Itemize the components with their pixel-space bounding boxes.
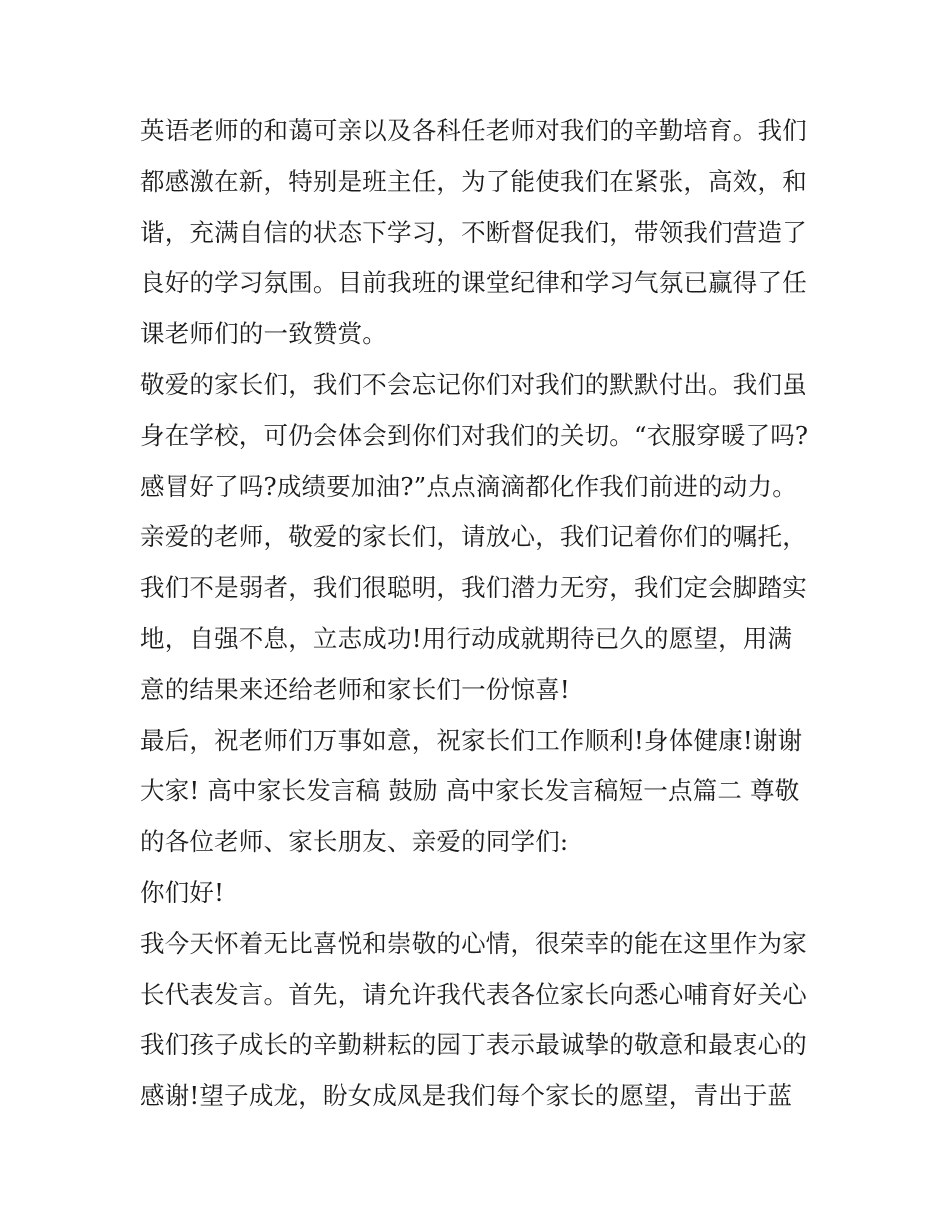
text-line: 课老师们的一致赞赏。 [140,319,387,349]
text-line: 良好的学习氛围。目前我班的课堂纪律和学习气氛已赢得了任 [140,268,807,298]
text-line: 都感激在新，特别是班主任，为了能使我们在紧张，高效，和 [140,166,807,196]
text-line: 感谢!望子成龙，盼女成凤是我们每个家长的愿望，青出于蓝 [140,1081,793,1111]
paragraph-3 [140,512,820,715]
text-line: 的各位老师、家长朋友、亲爱的同学们: [140,827,569,857]
document-body [140,106,820,1122]
text-line: 地，自强不息，立志成功!用行动成就期待已久的愿望，用满 [140,623,793,653]
text-line: 最后，祝老师们万事如意，祝家长们工作顺利!身体健康!谢谢 [140,725,803,755]
text-line: 大家! 高中家长发言稿 鼓励 高中家长发言稿短一点篇二 尊敬 [140,776,800,806]
text-line: 身在学校，可仍会体会到你们对我们的关切。“衣服穿暖了吗? [140,420,809,450]
text-line: 你们好! [140,877,225,907]
text-line: 我们不是弱者，我们很聪明，我们潜力无穷，我们定会脚踏实 [140,573,807,603]
paragraph-2 [140,360,820,512]
text-line: 亲爱的老师，敬爱的家长们，请放心，我们记着你们的嘱托， [140,522,807,552]
paragraph-5 [140,868,820,919]
paragraph-6 [140,919,820,1122]
text-line: 我今天怀着无比喜悦和崇敬的心情，很荣幸的能在这里作为家 [140,928,807,958]
text-line: 意的结果来还给老师和家长们一份惊喜! [140,674,570,704]
text-line: 英语老师的和蔼可亲以及各科任老师对我们的辛勤培育。我们 [140,116,807,145]
paragraph-4 [140,716,820,868]
text-line: 长代表发言。首先，请允许我代表各位家长向悉心哺育好关心 [140,979,807,1009]
text-line: 感冒好了吗?成绩要加油?”点点滴滴都化作我们前进的动力。 [140,471,797,501]
text-line: 敬爱的家长们，我们不会忘记你们对我们的默默付出。我们虽 [140,369,807,399]
text-line: 谐，充满自信的状态下学习，不断督促我们，带领我们营造了 [140,217,807,247]
paragraph-1 [140,106,820,360]
text-line: 我们孩子成长的辛勤耕耘的园丁表示最诚挚的敬意和最衷心的 [140,1030,807,1060]
